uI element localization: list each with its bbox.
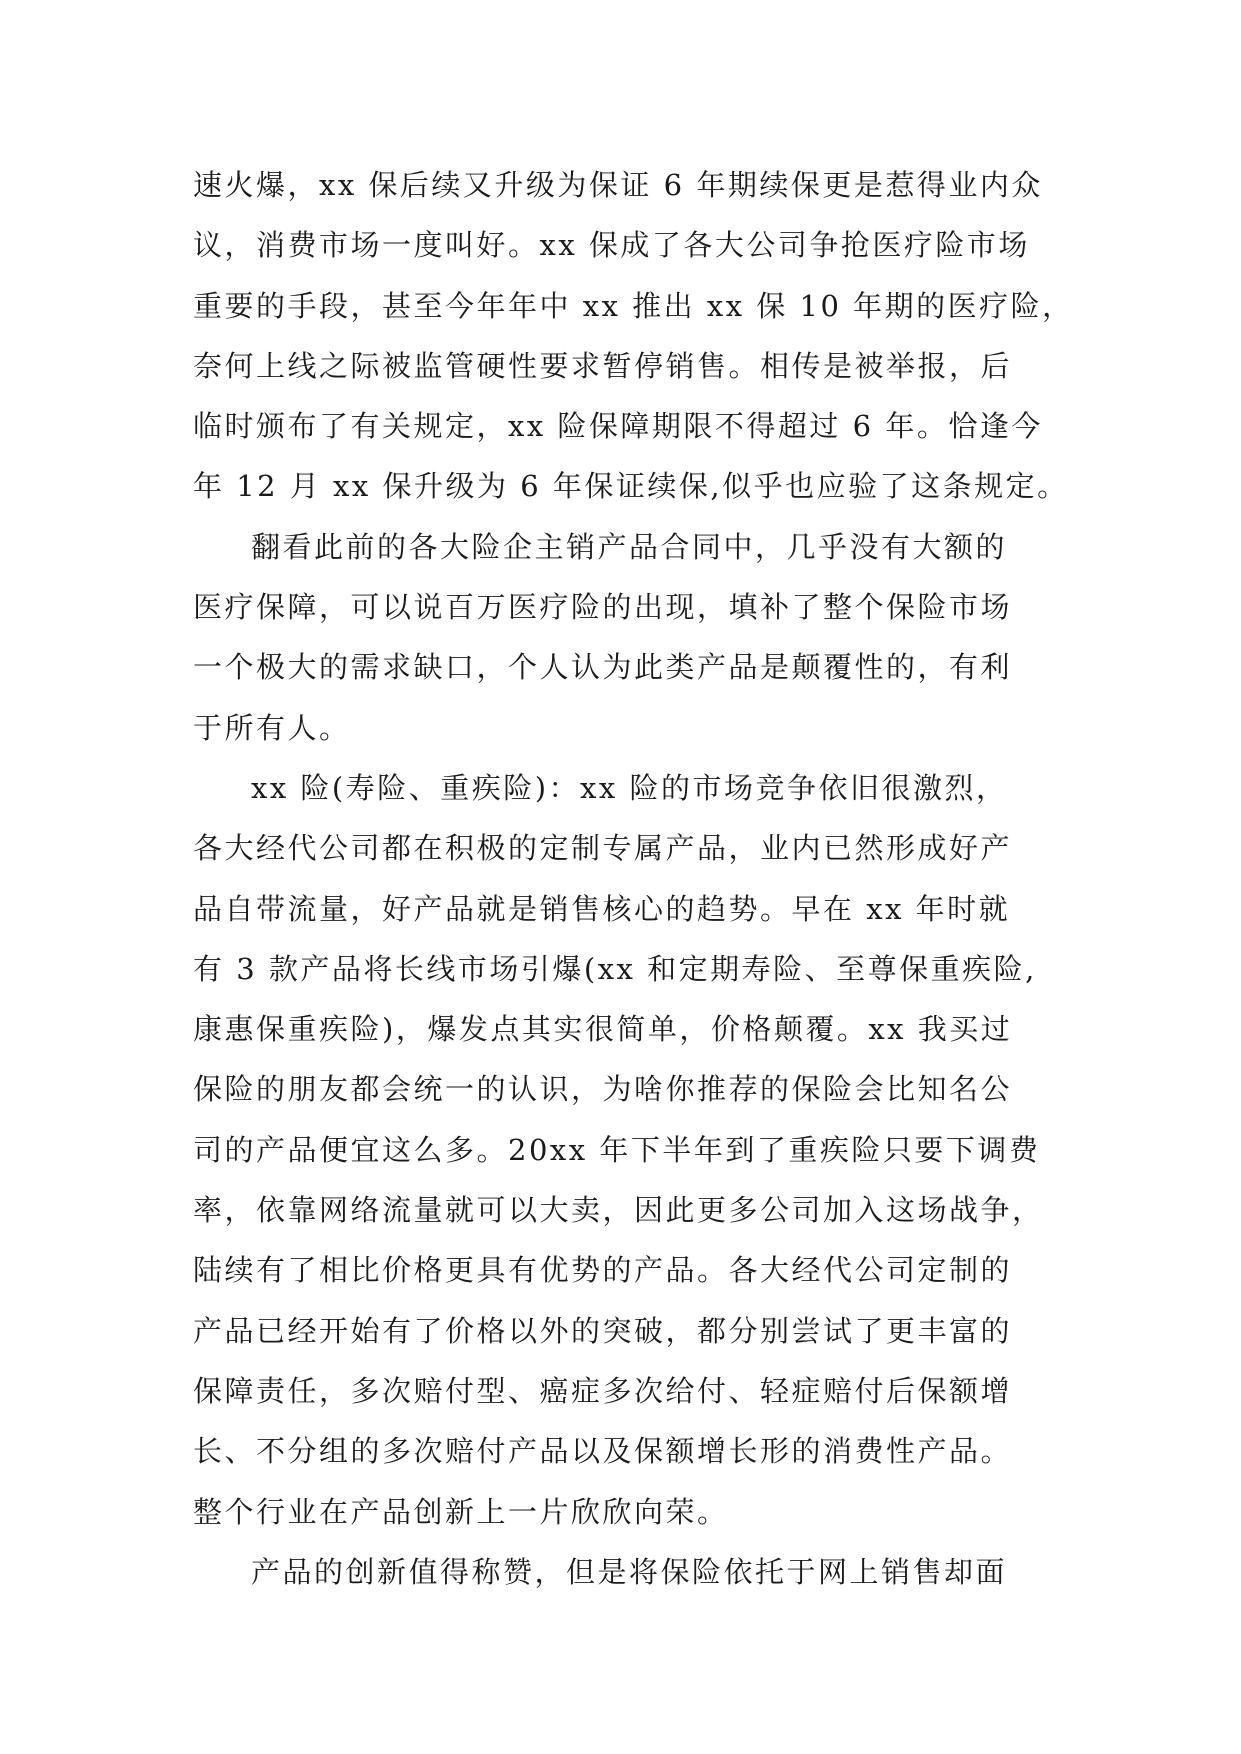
text-line: 临时颁布了有关规定，xx 险保障期限不得超过 6 年。恰逢今	[193, 409, 1043, 444]
paragraph-first-line: 产品的创新值得称赞，但是将保险依托于网上销售却面	[251, 1554, 1008, 1589]
document-body	[193, 155, 1073, 1602]
text-line: 重要的手段，甚至今年年中 xx 推出 xx 保 10 年期的医疗险，	[193, 288, 1074, 323]
text-line: 各大经代公司都在积极的定制专属产品，业内已然形成好产	[193, 831, 1013, 866]
text-line: 于所有人。	[193, 710, 351, 745]
paragraph-first-line: 翻看此前的各大险企主销产品合同中，几乎没有大额的	[251, 529, 1008, 564]
text-line: 奈何上线之际被监管硬性要求暂停销售。相传是被举报，后	[193, 348, 1013, 383]
text-line: 年 12 月 xx 保升级为 6 年保证续保,似乎也应验了这条规定。	[193, 469, 1069, 504]
text-line: 陆续有了相比价格更具有优势的产品。各大经代公司定制的	[193, 1253, 1013, 1288]
text-line: 品自带流量，好产品就是销售核心的趋势。早在 xx 年时就	[193, 891, 1011, 926]
text-line: 长、不分组的多次赔付产品以及保额增长形的消费性产品。	[193, 1434, 1013, 1469]
text-line: 一个极大的需求缺口，个人认为此类产品是颠覆性的，有利	[193, 650, 1013, 685]
text-line: 医疗保障，可以说百万医疗险的出现，填补了整个保险市场	[193, 590, 1013, 625]
text-line: 保险的朋友都会统一的认识，为啥你推荐的保险会比知名公	[193, 1072, 1013, 1107]
paragraph-first-line: xx 险(寿险、重疾险)：xx 险的市场竞争依旧很激烈，	[251, 770, 1008, 805]
text-line: 整个行业在产品创新上一片欣欣向荣。	[193, 1494, 729, 1529]
text-line: 保障责任，多次赔付型、癌症多次给付、轻症赔付后保额增	[193, 1373, 1013, 1408]
text-line: 速火爆，xx 保后续又升级为保证 6 年期续保更是惹得业内众	[193, 168, 1043, 202]
text-line: 康惠保重疾险)，爆发点其实很简单，价格颠覆。xx 我买过	[193, 1012, 1013, 1047]
text-line: 司的产品便宜这么多。20xx 年下半年到了重疾险只要下调费	[193, 1132, 1041, 1167]
text-line: 率，依靠网络流量就可以大卖，因此更多公司加入这场战争，	[193, 1193, 1044, 1228]
text-line: 产品已经开始有了价格以外的突破，都分别尝试了更丰富的	[193, 1313, 1013, 1348]
text-line: 有 3 款产品将长线市场引爆(xx 和定期寿险、至尊保重疾险,	[193, 951, 1037, 986]
text-line: 议，消费市场一度叫好。xx 保成了各大公司争抢医疗险市场	[193, 228, 1030, 263]
